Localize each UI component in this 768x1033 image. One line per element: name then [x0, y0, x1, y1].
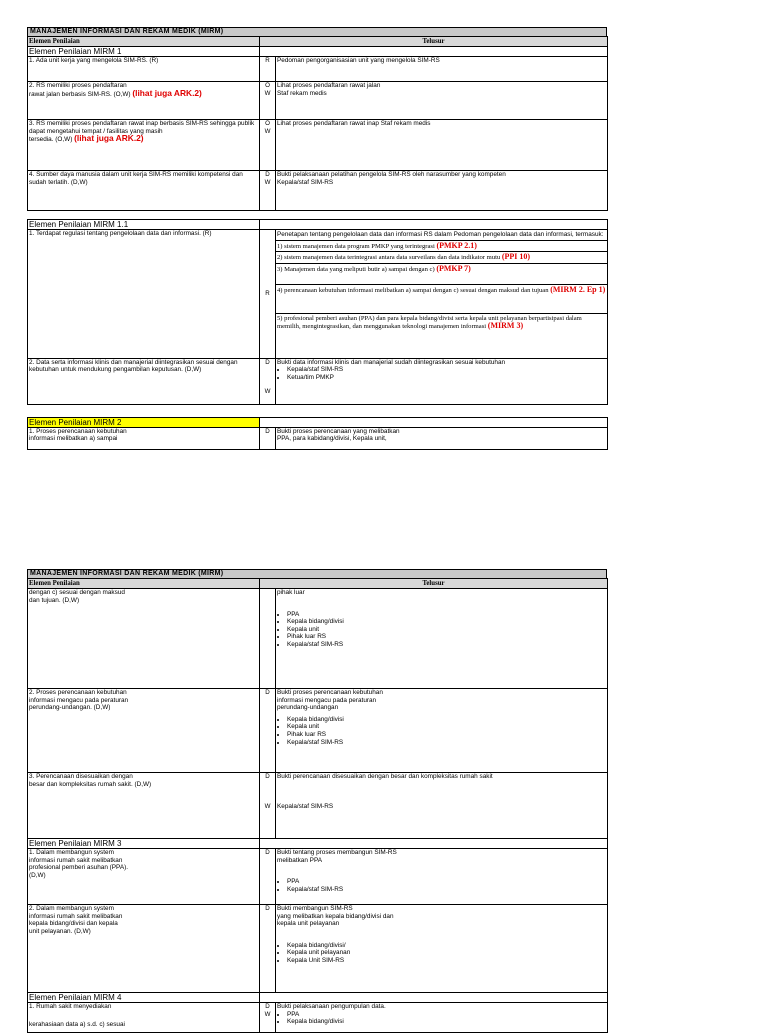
table-header: [28, 579, 608, 589]
section-label: Elemen Penilaian MIRM 4: [28, 993, 260, 1003]
section-row: [28, 993, 608, 1003]
table-row: 1. Dalam membangun system informasi rumah sakit melibatkan profesional pemberi asuhan (PPA). (D,W) D Bukti tentang proses membangun SIM-RS melibatkan PPA • PPA • Kepala/staf SIM-RS: [28, 849, 608, 905]
table-row: 3. Perencanaan disesuaikan dengan besar dan kompleksitas rumah sakit. (D,W) D W Bukti perencanaan disesuaikan dengan besar dan kompleksitas rumah sakit Kepala/staf SIM-RS: [28, 773, 608, 839]
document-page-1: [27, 27, 607, 509]
section-row: [28, 417, 608, 427]
section-label: Elemen Penilaian MIRM 3: [28, 839, 260, 849]
table-row: dengan c) sesuai dengan maksud dan tujuan. (D,W) pihak luar • PPA • Kepala bidang/divisi • Kepala unit • Pihak luar RS • Kepala/staf SIM-RS: [28, 589, 608, 689]
section-label: Elemen Penilaian MIRM 2: [28, 417, 260, 427]
header-elemen-penilaian: Elemen Penilaian: [28, 37, 260, 47]
section-row: [28, 839, 608, 849]
table-row: 2. Dalam membangun system informasi rumah sakit melibatkan kepala bidang/divisi dan kepala unit pelayanan. (D,W) D Bukti membangun SIM-RS yang melibatkan kepala bidang/divisi dan kepala unit pelayanan • Kepala bidang/divisi/ • Kepala unit pelayanan • Kepala Unit SIM-RS: [28, 905, 608, 993]
assessment-table: [27, 578, 608, 1033]
section-row: [28, 47, 608, 57]
table-header: [28, 37, 608, 47]
page-title: MANAJEMEN INFORMASI DAN REKAM MEDIK (MIRM): [27, 27, 607, 36]
document-page-2: [27, 569, 607, 1028]
section-label: Elemen Penilaian MIRM 1: [28, 47, 260, 57]
table-row: 1. Proses perencanaan kebutuhan informasi melibatkan a) sampai D Bukti proses perencanaan yang melibatkan PPA, para kabidang/divisi, Kepala unit,: [28, 427, 608, 449]
table-row: 4. Sumber daya manusia dalam unit kerja SIM-RS memiliki kompetensi dan sudah terlatih. (D,W) D W Bukti pelaksanaan pelatihan pengelola SIM-RS oleh narasumber yang kompeten Kepala/staf SIM-RS: [28, 171, 608, 211]
table-row: 3. RS memiliki proses pendaftaran rawat inap berbasis SIM-RS sehingga publik dapat mengetahui tempat / fasilitas yang masih tersedia. (O,W) (lihat juga ARK.2) O W Lihat proses pendaftaran rawat inap Staf rekam medis: [28, 120, 608, 171]
assessment-table: [27, 36, 608, 450]
table-row: 2. RS memiliki proses pendaftaran rawat jalan berbasis SIM-RS. (O,W) (lihat juga ARK.2) O W Lihat proses pendaftaran rawat jalan Staf rekam medis: [28, 82, 608, 120]
header-telusur: Telusur: [260, 579, 608, 589]
table-row: 1. Ada unit kerja yang mengelola SIM-RS. (R) R Pedoman pengorganisasian unit yang mengelola SIM-RS: [28, 57, 608, 82]
header-elemen-penilaian: Elemen Penilaian: [28, 579, 260, 589]
header-telusur: Telusur: [260, 37, 608, 47]
table-row: 1. Terdapat regulasi tentang pengelolaan data dan informasi. (R) R Penetapan tentang pengelolaan data dan informasi RS dalam Pedoman pengelolaan data dan informasi, termasuk: 1) sistem manajemen data program PMKP yang terintegrasi (PMKP 2.1) 2) sistem manajemen data terintegrasi antara data surveilans dan data indikator mutu (PPI 10) 3) Manajemen data yang meliputi butir a) sampai dengan c) (PMKP 7) 4) perencanaan kebutuhan informasi melibatkan a) sampai dengan c) sesuai dengan maksud dan tujuan (MIRM 2. Ep 1) 5) profesional pemberi asuhan (PPA) dan para kepala bidang/divisi serta kepala unit pelayanan berpartisipasi dalam memilih, mengintegrasikan, dan menggunakan teknologi manajemen informasi (MIRM 3): [28, 230, 608, 359]
section-label: Elemen Penilaian MIRM 1.1: [28, 220, 260, 230]
section-row: [28, 220, 608, 230]
page-title: MANAJEMEN INFORMASI DAN REKAM MEDIK (MIRM): [27, 569, 607, 578]
table-row: 2. Data serta informasi klinis dan manajerial diintegrasikan sesuai dengan kebutuhan untuk mendukung pengambilan keputusan. (D,W) D W Bukti data informasi klinis dan manajerial sudah diintegrasikan sesuai kebutuhan • Kepala/staf SIM-RS • Ketua/tim PMKP: [28, 358, 608, 404]
table-row: 2. Proses perencanaan kebutuhan informasi mengacu pada peraturan perundang-undangan. (D,W) D Bukti proses perencanaan kebutuhan informasi mengacu pada peraturan perundang-undangan • Kepala bidang/divisi • Kepala unit • Pihak luar RS • Kepala/staf SIM-RS: [28, 689, 608, 773]
table-row: 1. Rumah sakit menyediakan kerahasiaan data a) s.d. c) sesuai D W Bukti pelaksanaan pengumpulan data. • PPA • Kepala bidang/divisi: [28, 1003, 608, 1033]
